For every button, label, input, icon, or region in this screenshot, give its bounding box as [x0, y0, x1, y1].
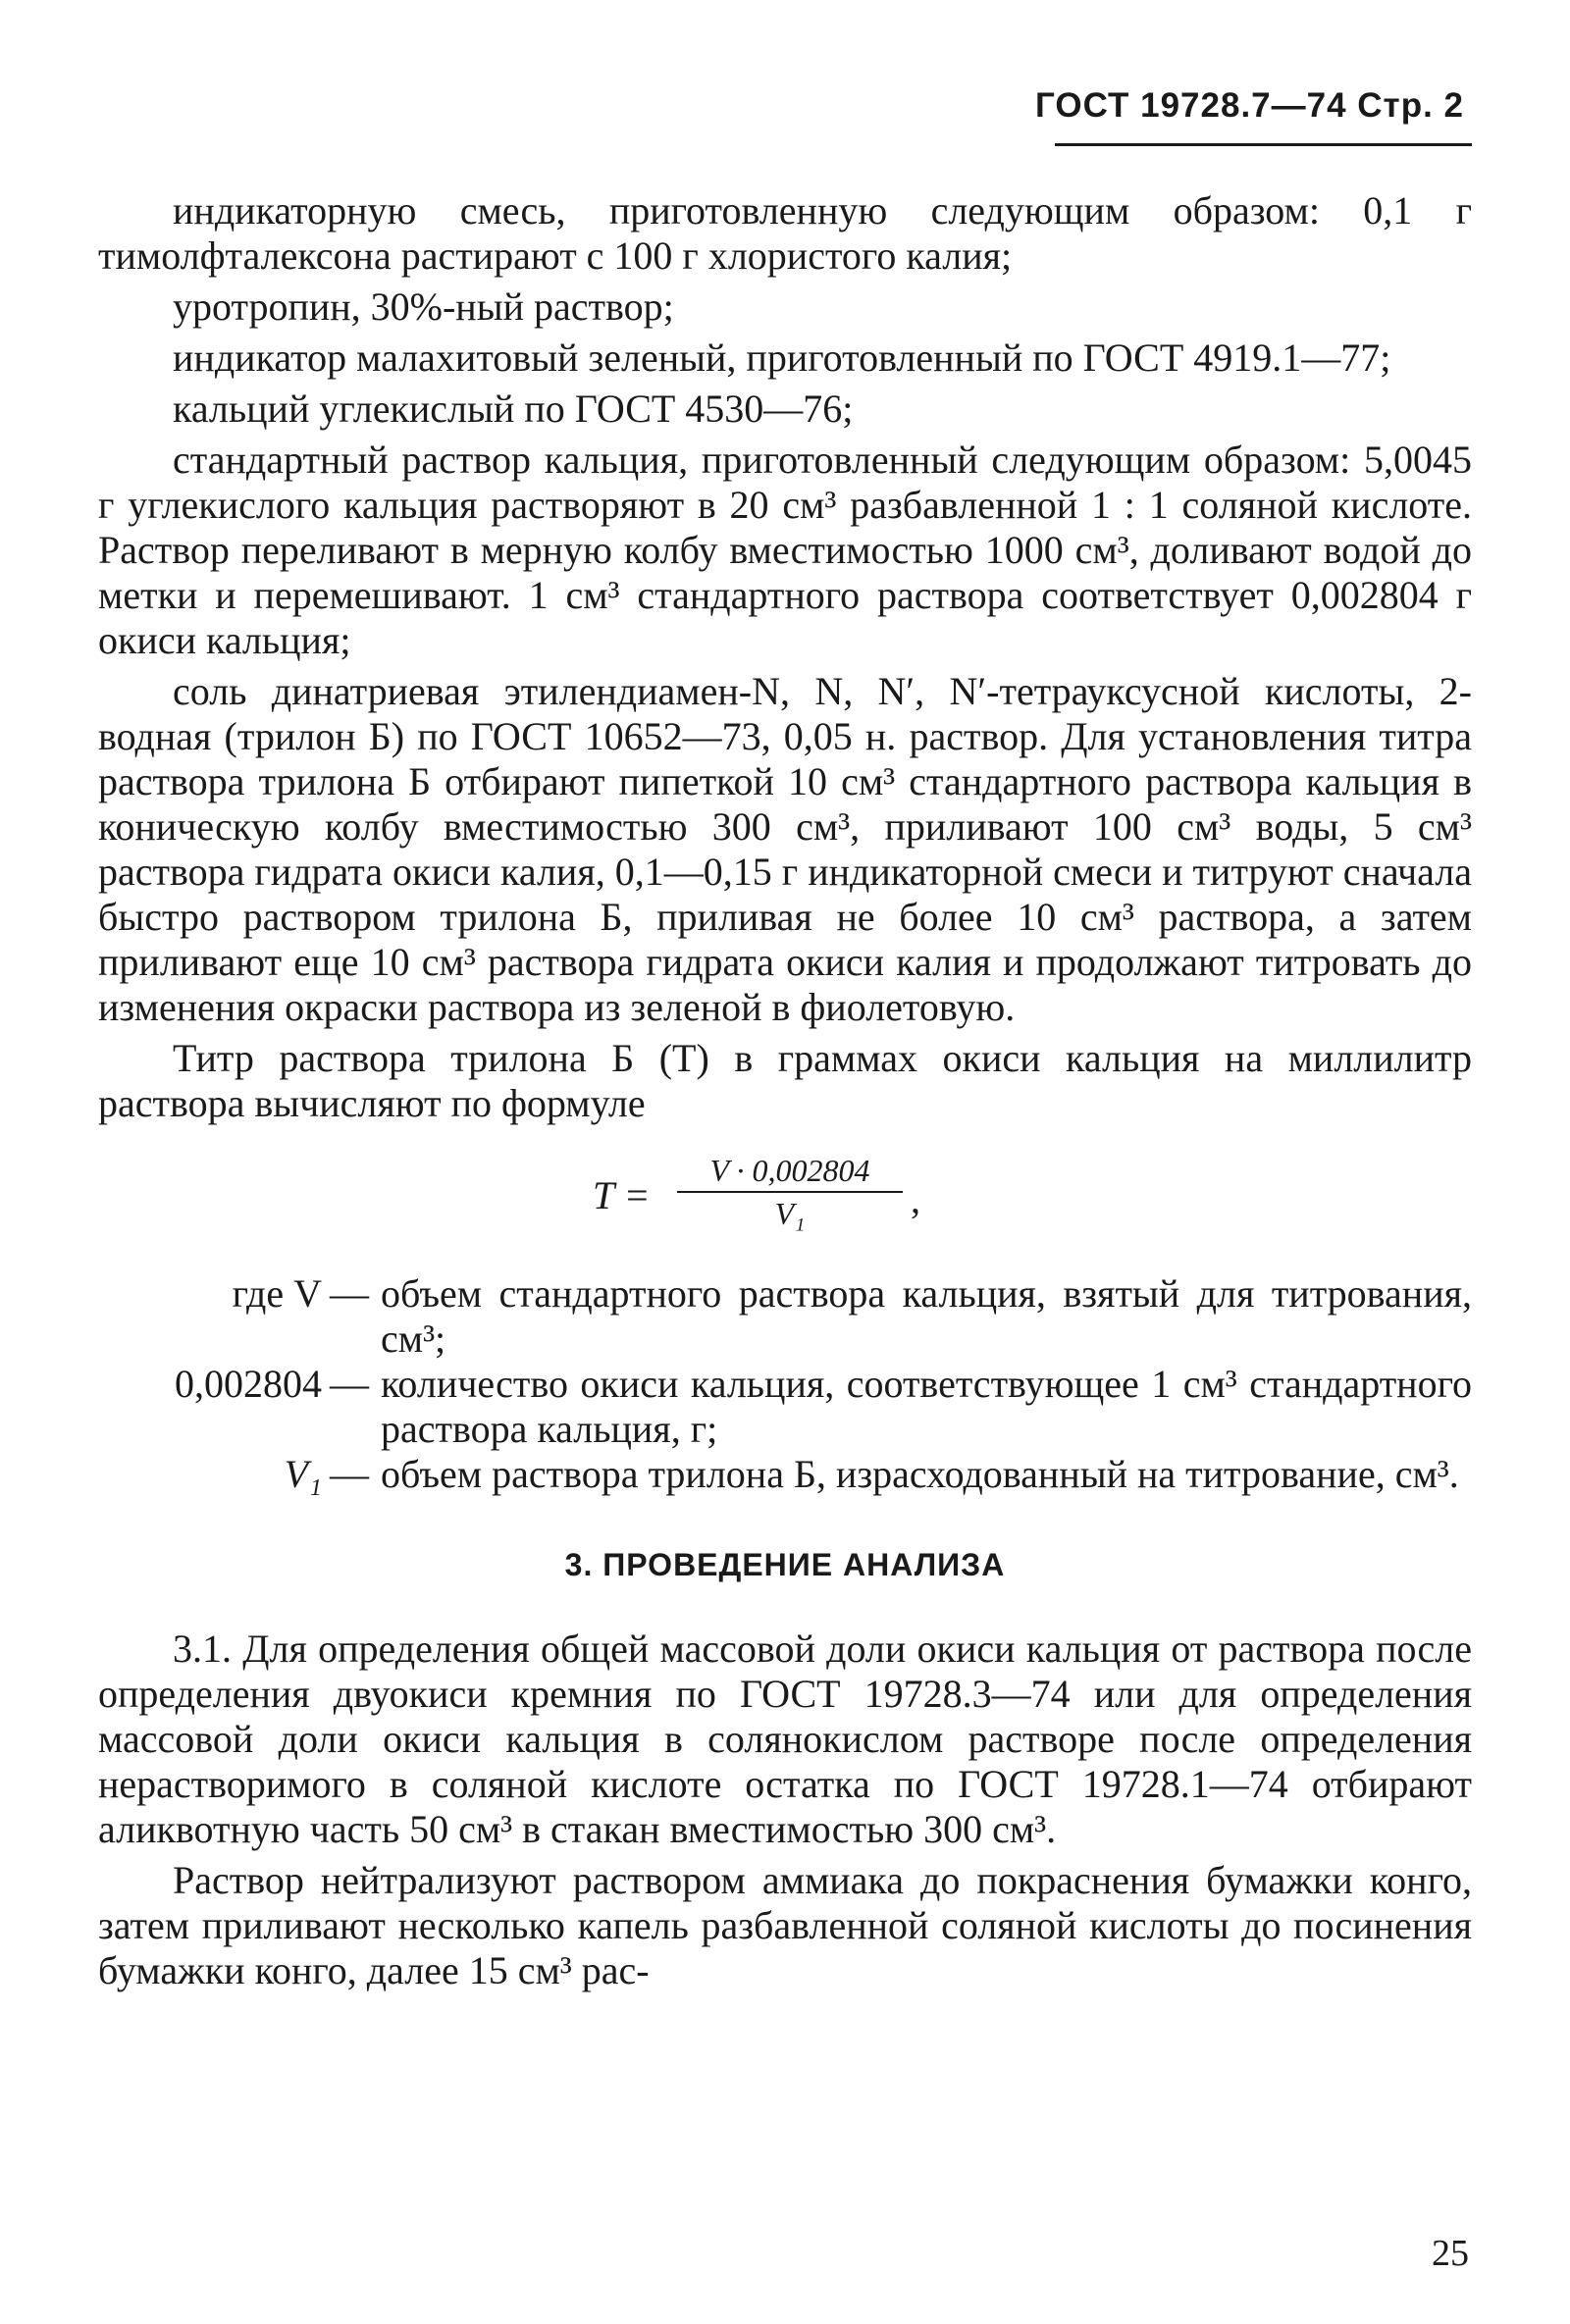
formula-fraction	[677, 1152, 903, 1232]
definition-row	[98, 1362, 1472, 1452]
definition-row	[98, 1452, 1472, 1497]
definition-row	[98, 1271, 1472, 1362]
header-rule	[1055, 143, 1472, 146]
fraction-bar	[677, 1191, 903, 1193]
page-header: ГОСТ 19728.7—74 Стр. 2	[1035, 86, 1464, 125]
paragraph-urotropin: уротропин, 30%-ный раствор;	[173, 284, 674, 329]
titer-formula	[98, 1144, 1472, 1262]
definition-dash: —	[330, 1362, 369, 1406]
paragraph-standard-solution: стандартный раствор кальция, приготовленный следующим образом: 5,0045 г углекислого кальция растворяют в 20 см³ разбавленной 1 : 1 соляной кислоте. Раствор переливают в мерную колбу вместимостью 1000 см³, доливают водой до метки и перемешивают. 1 см³ стандартного раствора соответствует 0,002804 г окиси кальция;	[98, 438, 1472, 662]
page-content	[98, 188, 1472, 1999]
formula-definitions	[98, 1271, 1472, 1497]
paragraph-calcium-carbonate: кальций углекислый по ГОСТ 4530—76;	[173, 387, 854, 431]
definition-symbol: V₁	[284, 1452, 322, 1496]
section-title: 3. ПРОВЕДЕНИЕ АНАЛИЗА	[564, 1547, 1006, 1582]
paragraph-trilon-b: соль динатриевая этилендиамен-N, N, N′, N′-тетрауксусной кислоты, 2-водная (трилон Б) по ГОСТ 10652—73, 0,05 н. раствор. Для установления титра раствора трилона Б отбирают пипеткой 10 см³ стандартного раствора кальция в коническую колбу вместимостью 300 см³, приливают 100 см³ воды, 5 см³ раствора гидрата окиси калия, 0,1—0,15 г индикаторной смеси и титруют сначала быстро раствором трилона Б, приливая не более 10 см³ раствора, а затем приливают еще 10 см³ раствора гидрата окиси калия и продолжают титровать до изменения окраски раствора из зеленой в фиолетовую.	[98, 669, 1472, 1029]
paragraph-malachite-green: индикатор малахитовый зеленый, приготовленный по ГОСТ 4919.1—77;	[173, 336, 1391, 380]
formula-lhs: T =	[593, 1173, 651, 1217]
page-number: 25	[1432, 2233, 1469, 2274]
definition-symbol: 0,002804	[175, 1362, 322, 1406]
definition-dash: —	[330, 1452, 369, 1496]
definition-symbol: где V	[232, 1271, 322, 1316]
formula-denominator: V₁	[774, 1196, 806, 1231]
definition-text: количество окиси кальция, соответствующее 1 см³ стандартного раствора кальция, г;	[381, 1362, 1472, 1451]
paragraph-indicator-mixture: индикаторную смесь, приготовленную следующим образом: 0,1 г тимолфталексона растирают с 100 г хлористого калия;	[98, 188, 1472, 278]
formula-trailing: ,	[911, 1177, 920, 1221]
definition-text: объем стандартного раствора кальция, взятый для титрования, см³;	[381, 1271, 1472, 1361]
paragraph-neutralization: Раствор нейтрализуют раствором аммиака до покраснения бумажки конго, затем приливают несколько капель разбавленной соляной кислоты до посинения бумажки конго, далее 15 см³ рас-	[98, 1858, 1472, 1992]
formula-numerator: V · 0,002804	[709, 1153, 870, 1188]
paragraph-titer-intro: Титр раствора трилона Б (T) в граммах окиси кальция на миллилитр раствора вычисляют по формуле	[98, 1036, 1472, 1125]
definition-dash: —	[330, 1271, 369, 1316]
definition-text: объем раствора трилона Б, израсходованный на титрование, см³.	[381, 1452, 1459, 1496]
paragraph-3-1: 3.1. Для определения общей массовой доли окиси кальция от раствора после определения двуокиси кремния по ГОСТ 19728.3—74 или для определения массовой доли окиси кальция в солянокислом растворе после определения нерастворимого в соляной кислоте остатка по ГОСТ 19728.1—74 отбирают аликвотную часть 50 см³ в стакан вместимостью 300 см³.	[98, 1627, 1472, 1851]
